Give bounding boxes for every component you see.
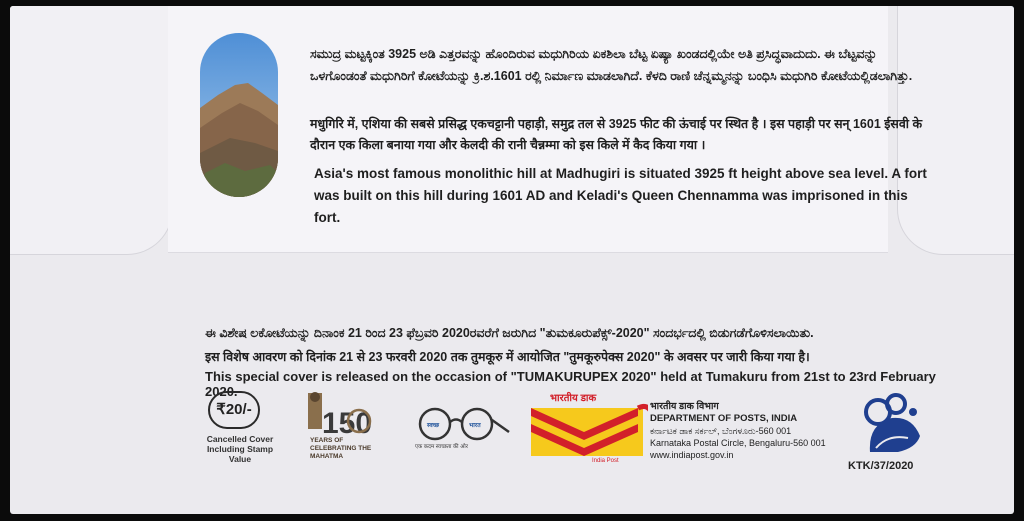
gandhi-150-logo [304,389,384,467]
left-flap [10,6,173,255]
dept-website: www.indiapost.gov.in [650,450,734,460]
swachh-tagline: एक कदम स्वच्छता की ओर [415,444,468,450]
release-note-english: This special cover is released on the occasion of "TUMAKURUPEX 2020" held at Tumakuru from 21st to 23rd February 2020. [205,369,936,399]
gandhi-150-caption: YEARS OF CELEBRATING THE MAHATMA [310,437,372,460]
envelope-back [10,6,1014,514]
release-note-kannada: ಈ ವಿಶೇಷ ಲಕೋಟೆಯನ್ನು ದಿನಾಂಕ 21 ರಿಂದ 23 ಫೆಬ್ರವರಿ 2020ರವರೆಗೆ ಜರುಗಿದ "ತುಮಕೂರುಪೆಕ್ಸ್-2020" ಸಂದರ್ಭದಲ್ಲಿ ಬಿಡುಗಡೆಗೊಳಿಸಲಾಯಿತು. [205,326,814,340]
swachh-right-label: भारत [469,423,481,429]
release-note-hindi: इस विशेष आवरण को दिनांक 21 से 23 फरवरी 2020 तक तुमकूरु में आयोजित "तुमकूरुपेक्स 2020" के अवसर पर जारी किया गया है। [205,350,810,364]
dept-circle: Karnataka Postal Circle, Bengaluru-560 001 [650,438,826,448]
dept-kannada: ಕರ್ನಾಟಕ ಡಾಕ ಸರ್ಕಲ್, ಬೆಂಗಳೂರು-560 001 [650,426,792,436]
english-description: Asia's most famous monolithic hill at Madhugiri is situated 3925 ft height above sea level. A fort was built on this hill during 1601 AD and Keladi's Queen Chennamma was imprisoned in this fort. [314,166,927,225]
india-post-hindi: भारतीय डाक [550,393,597,404]
price-caption: Cancelled Cover Including Stamp Value [206,434,274,464]
cover-code: KTK/37/2020 [848,460,914,472]
madhugiri-hill-photo [200,33,278,197]
hindi-description: मधुगिरि में, एशिया की सबसे प्रसिद्ध एकचट्टानी पहाड़ी, समुद्र तल से 3925 फीट की ऊंचाई पर स्थित है । इस पहाड़ी पर सन् 1601 ईसवी के दौरान एक किला बनाया गया और केलदी की रानी चैन्नम्मा को इस किले में कैद किया गया । [310,117,923,152]
dept-hindi: भारतीय डाक विभाग [650,401,719,412]
india-post-english: India Post [592,458,619,464]
swachh-left-label: स्वच्छ [427,423,440,429]
price-badge: ₹20/- [208,391,260,429]
department-address [650,401,850,461]
dept-english: DEPARTMENT OF POSTS, INDIA [650,413,798,424]
kannada-description: ಸಮುದ್ರ ಮಟ್ಟಕ್ಕಿಂತ 3925 ಅಡಿ ಎತ್ತರವನ್ನು ಹೊಂದಿರುವ ಮಧುಗಿರಿಯ ಏಕಶಿಲಾ ಬೆಟ್ಟ ಏಷ್ಯಾ ಖಂಡದಲ್ಲಿಯೇ ಅತಿ ಪ್ರಸಿದ್ಧವಾದುದು. ಈ ಬೆಟ್ಟವನ್ನು ಒಳಗೊಂಡಂತೆ ಮಧುಗಿರಿಗೆ ಕೋಟೆಯನ್ನು ಕ್ರಿ.ಶ.1601 ರಲ್ಲಿ ನಿರ್ಮಾಣ ಮಾಡಲಾಗಿದೆ. ಕೆಳದಿ ರಾಣಿ ಚೆನ್ನಮ್ಮನನ್ನು ಬಂಧಿಸಿ ಮಧುಗಿರಿ ಕೋಟೆಯಲ್ಲಿಡಲಾಗಿತ್ತು. [310,47,913,83]
gandhi-150-number: 150 [322,407,373,440]
peacock-emblem [858,392,928,458]
india-post-logo [528,390,648,470]
swachh-bharat-logo [405,406,515,456]
